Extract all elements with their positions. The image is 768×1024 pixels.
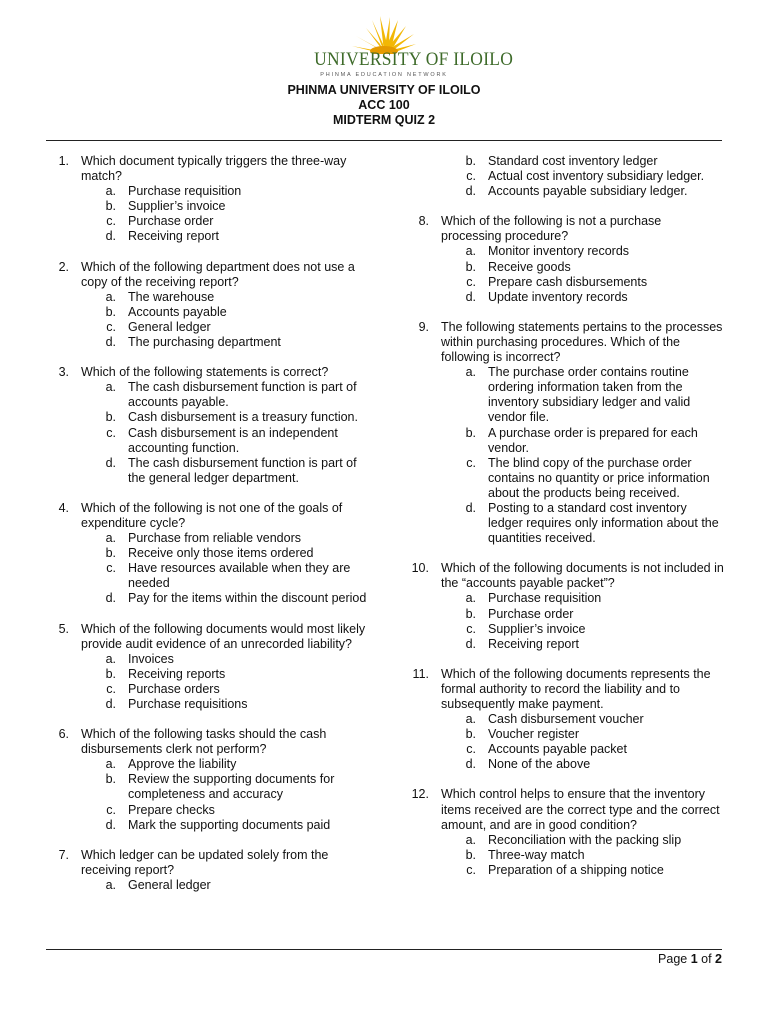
header-school: PHINMA UNIVERSITY OF ILOILO — [287, 83, 481, 97]
question-number: 10. — [411, 561, 429, 576]
right-column — [406, 154, 724, 878]
question-number: 12. — [411, 787, 429, 802]
question-text: Which of the following documents represents the formal authority to record the liability and to subsequently make payment. — [441, 666, 711, 711]
option-text: Accounts payable subsidiary ledger. — [488, 184, 688, 199]
option-text: Prepare cash disbursements — [488, 274, 648, 289]
option-letter: c. — [106, 214, 116, 229]
option-text: Purchase from reliable vendors — [128, 531, 301, 546]
option-letter: a. — [465, 365, 476, 380]
document-header — [0, 83, 768, 128]
option-text: General ledger — [128, 877, 211, 892]
question-2 — [46, 260, 368, 351]
option-letter: d. — [105, 229, 116, 244]
footer-current-page: 1 — [690, 952, 698, 966]
option-letter: c. — [466, 862, 476, 877]
option-text: Purchase requisition — [128, 184, 242, 199]
answer-option — [46, 803, 368, 818]
question-3 — [46, 365, 368, 486]
question-text: Which of the following department does not use a copy of the receiving report? — [81, 259, 355, 289]
option-letter: d. — [465, 184, 476, 199]
option-text: Receive goods — [488, 259, 571, 274]
header-course: ACC 100 — [358, 98, 410, 112]
question-stem — [46, 260, 368, 290]
answer-option — [406, 833, 724, 848]
answer-option — [406, 757, 724, 772]
option-letter: d. — [105, 697, 116, 711]
option-text: Receiving report — [128, 229, 220, 244]
left-column — [46, 154, 368, 893]
question-number: 5. — [58, 621, 69, 636]
option-letter: b. — [105, 772, 116, 787]
option-text: None of the above — [488, 757, 591, 772]
question-10 — [406, 561, 724, 652]
question-7 — [46, 848, 368, 893]
answer-option — [46, 667, 368, 682]
answer-option — [406, 244, 724, 259]
answer-option — [406, 290, 724, 305]
option-letter: a. — [105, 289, 116, 304]
answer-option — [46, 652, 368, 667]
question-text: Which control helps to ensure that the inventory items received are the correct type and the correct amount, and are in good condition? — [441, 787, 720, 832]
answer-option — [406, 591, 724, 606]
option-text: Voucher register — [488, 727, 580, 742]
option-letter: d. — [105, 455, 116, 470]
question-number: 1. — [58, 154, 69, 168]
option-letter: c. — [106, 802, 116, 817]
answer-option — [46, 290, 368, 305]
option-letter: b. — [465, 847, 476, 862]
option-letter: d. — [465, 636, 476, 651]
option-text: Accounts payable packet — [488, 742, 627, 757]
answer-option — [406, 169, 724, 184]
question-12 — [406, 787, 724, 878]
option-letter: c. — [106, 561, 116, 576]
question-text: Which of the following is not a purchase processing procedure? — [441, 214, 662, 244]
option-text: Approve the liability — [128, 757, 237, 772]
option-letter: d. — [465, 500, 476, 515]
question-stem — [46, 154, 368, 184]
question-text: Which of the following statements is correct? — [81, 365, 329, 380]
university-logo — [308, 14, 514, 80]
right-questions — [406, 214, 724, 878]
option-text: Supplier’s invoice — [488, 621, 586, 636]
option-letter: a. — [105, 531, 116, 546]
option-text: Review the supporting documents for completeness and accuracy — [128, 772, 335, 802]
question-6 — [46, 727, 368, 833]
answer-option — [46, 531, 368, 546]
answer-option — [46, 229, 368, 244]
answer-option — [406, 365, 724, 425]
question-4 — [46, 501, 368, 607]
answer-option — [406, 622, 724, 637]
answer-option — [46, 305, 368, 320]
question-text: Which of the following is not one of the goals of expenditure cycle? — [81, 500, 343, 530]
answer-option — [46, 697, 368, 712]
option-text: The purchase order contains routine ordering information taken from the inventory subsidiary ledger and valid vendor file. — [488, 365, 691, 425]
option-text: Mark the supporting documents paid — [128, 817, 331, 832]
question-7-continued — [406, 154, 724, 199]
option-letter: c. — [466, 274, 476, 289]
question-text: Which document typically triggers the three-way match? — [81, 154, 347, 184]
answer-option — [406, 607, 724, 622]
answer-option — [406, 637, 724, 652]
option-text: Purchase order — [128, 214, 214, 229]
option-text: Reconciliation with the packing slip — [488, 832, 682, 847]
answer-option — [46, 410, 368, 425]
option-letter: a. — [105, 877, 116, 892]
question-11 — [406, 667, 724, 773]
answer-option — [46, 878, 368, 893]
option-text: Receive only those items ordered — [128, 546, 314, 561]
header-title: MIDTERM QUIZ 2 — [332, 113, 436, 127]
question-stem — [46, 622, 368, 652]
option-text: The cash disbursement function is part of the general ledger department. — [128, 455, 357, 485]
question-5 — [46, 622, 368, 713]
answer-option — [406, 863, 724, 878]
answer-option — [406, 501, 724, 546]
option-letter: b. — [105, 410, 116, 425]
question-text: Which of the following documents would most likely provide audit evidence of an unrecorded liability? — [81, 621, 366, 651]
answer-option — [46, 818, 368, 833]
option-text: Cash disbursement voucher — [488, 712, 644, 727]
option-text: A purchase order is prepared for each vendor. — [488, 425, 698, 455]
top-divider — [46, 140, 722, 141]
answer-option — [406, 260, 724, 275]
page-footer — [658, 952, 722, 966]
option-letter: a. — [465, 712, 476, 727]
answer-option — [46, 320, 368, 335]
option-text: Monitor inventory records — [488, 244, 630, 259]
option-letter: c. — [106, 319, 116, 334]
question-stem — [46, 501, 368, 531]
option-letter: b. — [105, 546, 116, 561]
logo-wordmark: UNIVERSITY OF ILOILO — [314, 49, 514, 70]
option-letter: b. — [465, 154, 476, 168]
answer-option — [406, 456, 724, 501]
option-letter: b. — [465, 259, 476, 274]
answer-option — [46, 757, 368, 772]
sun-icon — [308, 14, 460, 54]
question-1 — [46, 154, 368, 245]
option-text: Receiving report — [488, 636, 580, 651]
option-text: Receiving reports — [128, 666, 226, 681]
question-number: 6. — [58, 727, 69, 742]
answer-option — [406, 275, 724, 290]
option-letter: b. — [465, 425, 476, 440]
option-letter: c. — [466, 455, 476, 470]
answer-option — [406, 426, 724, 456]
question-stem — [406, 667, 724, 712]
question-stem — [46, 848, 368, 878]
question-stem — [406, 787, 724, 832]
logo-network: PHINMA EDUCATION NETWORK — [320, 72, 448, 78]
answer-option — [46, 561, 368, 591]
footer-of: of — [697, 952, 716, 966]
answer-option — [406, 712, 724, 727]
answer-option — [46, 199, 368, 214]
question-stem — [406, 561, 724, 591]
question-number: 2. — [58, 259, 69, 274]
answer-option — [46, 184, 368, 199]
option-letter: b. — [105, 199, 116, 214]
question-text: Which of the following documents is not included in the “accounts payable packet”? — [441, 561, 724, 591]
answer-option — [406, 727, 724, 742]
answer-option — [406, 184, 724, 199]
answer-option — [46, 546, 368, 561]
option-letter: a. — [105, 757, 116, 772]
option-text: Invoices — [128, 651, 174, 666]
option-text: Standard cost inventory ledger — [488, 154, 658, 168]
footer-prefix: Page — [658, 952, 691, 966]
option-text: Actual cost inventory subsidiary ledger. — [488, 169, 705, 184]
answer-option — [46, 335, 368, 350]
question-number: 11. — [412, 666, 429, 681]
option-letter: a. — [465, 591, 476, 606]
option-letter: a. — [105, 380, 116, 395]
question-stem — [46, 727, 368, 757]
option-text: The cash disbursement function is part of accounts payable. — [128, 380, 357, 410]
question-text: The following statements pertains to the processes within purchasing procedures. Which of the following is incorrect? — [441, 319, 723, 365]
option-text: Three-way match — [488, 847, 585, 862]
question-stem — [406, 214, 724, 244]
answer-option — [46, 380, 368, 410]
option-letter: b. — [105, 666, 116, 681]
question-number: 3. — [58, 365, 69, 380]
question-text: Which of the following tasks should the cash disbursements clerk not perform? — [81, 727, 327, 757]
option-text: Have resources available when they are needed — [128, 561, 351, 591]
answer-option — [406, 742, 724, 757]
question-number: 7. — [58, 847, 69, 862]
option-letter: a. — [465, 832, 476, 847]
option-letter: b. — [105, 304, 116, 319]
option-text: Supplier’s invoice — [128, 199, 226, 214]
option-letter: c. — [466, 169, 476, 184]
option-letter: c. — [106, 681, 116, 696]
answer-option — [46, 456, 368, 486]
option-text: The blind copy of the purchase order contains no quantity or price information about the products being received. — [488, 455, 710, 500]
bottom-divider — [46, 949, 722, 950]
option-letter: a. — [465, 244, 476, 259]
option-text: Purchase requisition — [488, 591, 602, 606]
option-text: Preparation of a shipping notice — [488, 862, 664, 877]
option-letter: d. — [465, 757, 476, 772]
option-letter: b. — [465, 727, 476, 742]
option-letter: a. — [105, 651, 116, 666]
option-text: Pay for the items within the discount period — [128, 591, 367, 606]
option-letter: c. — [466, 742, 476, 757]
question-number: 8. — [418, 214, 429, 229]
answer-option — [46, 682, 368, 697]
answer-option — [46, 214, 368, 229]
option-letter: d. — [105, 591, 116, 606]
option-letter: a. — [105, 184, 116, 199]
option-text: Purchase orders — [128, 681, 220, 696]
option-text: The warehouse — [128, 289, 215, 304]
option-text: Cash disbursement is an independent accounting function. — [128, 425, 338, 455]
option-text: General ledger — [128, 319, 211, 334]
answer-option — [406, 154, 724, 169]
answer-option — [46, 772, 368, 802]
question-stem — [406, 320, 724, 365]
option-letter: d. — [105, 817, 116, 832]
question-9 — [406, 320, 724, 546]
answer-option — [46, 426, 368, 456]
option-letter: c. — [466, 621, 476, 636]
option-text: Cash disbursement is a treasury function. — [128, 410, 358, 425]
answer-option — [46, 591, 368, 606]
question-number: 9. — [418, 319, 429, 334]
question-8 — [406, 214, 724, 305]
option-text: Posting to a standard cost inventory ledger requires only information about the quantities received. — [488, 500, 719, 546]
footer-total-pages: 2 — [715, 952, 722, 966]
option-text: Accounts payable — [128, 304, 227, 319]
option-text: Purchase requisitions — [128, 697, 248, 711]
option-text: Purchase order — [488, 606, 574, 621]
option-letter: d. — [465, 289, 476, 304]
option-letter: d. — [105, 335, 116, 350]
question-stem — [46, 365, 368, 380]
option-text: Update inventory records — [488, 289, 628, 304]
option-letter: c. — [106, 425, 116, 440]
answer-option — [406, 848, 724, 863]
option-text: The purchasing department — [128, 335, 281, 350]
option-letter: b. — [465, 606, 476, 621]
question-number: 4. — [58, 500, 69, 515]
option-text: Prepare checks — [128, 802, 215, 817]
question-text: Which ledger can be updated solely from the receiving report? — [81, 847, 329, 877]
